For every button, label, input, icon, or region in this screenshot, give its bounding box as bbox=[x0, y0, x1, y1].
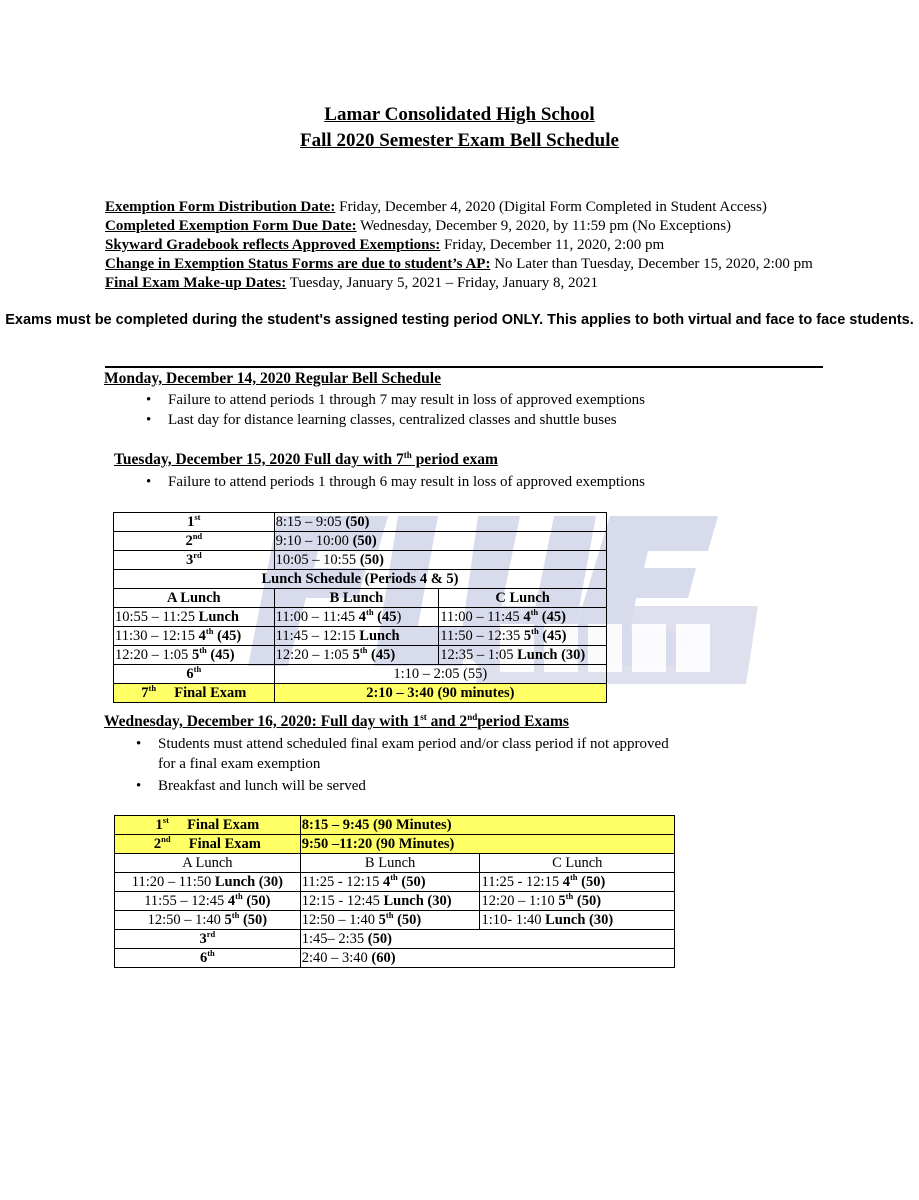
lunch-cell: 10:55 – 11:25 Lunch bbox=[114, 608, 275, 627]
schedule-title: Fall 2020 Semester Exam Bell Schedule bbox=[300, 130, 619, 151]
final-exam-cell: 1st Final Exam bbox=[115, 816, 301, 835]
heading-sup: th bbox=[403, 450, 412, 460]
final-exam-cell: 7th Final Exam bbox=[114, 684, 275, 703]
monday-heading: Monday, December 14, 2020 Regular Bell Schedule bbox=[104, 370, 441, 387]
table-row bbox=[115, 835, 675, 854]
table-row bbox=[114, 513, 607, 532]
info-label: Change in Exemption Status Forms are due to student’s AP: bbox=[105, 256, 491, 272]
period-cell: 3rd bbox=[115, 930, 301, 949]
info-line-distribution bbox=[105, 199, 767, 216]
heading-sup: st bbox=[420, 712, 427, 722]
lunch-cell: 1:10- 1:40 Lunch (30) bbox=[480, 911, 675, 930]
list-item: • Failure to attend periods 1 through 6 may result in loss of approved exemptions bbox=[138, 472, 645, 492]
table-row bbox=[114, 627, 607, 646]
period-cell: 3rd bbox=[114, 551, 275, 570]
info-line-makeup bbox=[105, 275, 598, 292]
list-item: • Last day for distance learning classes, centralized classes and shuttle buses bbox=[138, 410, 645, 430]
a-lunch-header: A Lunch bbox=[114, 589, 275, 608]
lunch-cell: 12:20 – 1:05 5th (45) bbox=[114, 646, 275, 665]
period-cell: 2nd bbox=[114, 532, 275, 551]
c-lunch-header: C Lunch bbox=[439, 589, 607, 608]
lunch-cell: 12:20 – 1:10 5th (50) bbox=[480, 892, 675, 911]
school-title: Lamar Consolidated High School bbox=[324, 104, 595, 125]
wednesday-heading bbox=[104, 712, 569, 731]
info-line-status-change bbox=[105, 256, 813, 273]
info-line-gradebook bbox=[105, 237, 664, 254]
tuesday-heading bbox=[114, 450, 498, 469]
exam-notice: Exams must be completed during the student's assigned testing period ONLY. This applies to both virtual and face to face students. bbox=[5, 312, 914, 328]
tuesday-schedule-table bbox=[113, 512, 607, 703]
final-exam-cell: 2nd Final Exam bbox=[115, 835, 301, 854]
table-row bbox=[115, 892, 675, 911]
b-lunch-header: B Lunch bbox=[274, 589, 439, 608]
info-value: No Later than Tuesday, December 15, 2020, 2:00 pm bbox=[490, 256, 813, 272]
time-cell: 10:05 – 10:55 (50) bbox=[274, 551, 606, 570]
table-row bbox=[114, 532, 607, 551]
lunch-cell: 11:25 - 12:15 4th (50) bbox=[480, 873, 675, 892]
lunch-cell: 11:30 – 12:15 4th (45) bbox=[114, 627, 275, 646]
time-cell: 2:40 – 3:40 (60) bbox=[300, 949, 674, 968]
wednesday-bullets bbox=[128, 734, 688, 796]
info-value: Friday, December 11, 2020, 2:00 pm bbox=[440, 237, 665, 253]
info-value: Wednesday, December 9, 2020, by 11:59 pm (No Exceptions) bbox=[356, 218, 732, 234]
info-line-due-date bbox=[105, 218, 731, 235]
info-label: Completed Exemption Form Due Date: bbox=[105, 218, 357, 234]
final-exam-time-cell: 8:15 – 9:45 (90 Minutes) bbox=[300, 816, 674, 835]
info-label: Final Exam Make-up Dates: bbox=[105, 275, 287, 291]
heading-text: Tuesday, December 15, 2020 Full day with 7 bbox=[114, 451, 404, 469]
lunch-cell: 11:55 – 12:45 4th (50) bbox=[115, 892, 301, 911]
heading-text: and 2 bbox=[426, 713, 468, 731]
tuesday-bullets bbox=[138, 472, 645, 492]
info-label: Skyward Gradebook reflects Approved Exemptions: bbox=[105, 237, 441, 253]
heading-text: period Exams bbox=[477, 713, 569, 731]
table-row bbox=[114, 665, 607, 684]
monday-bullets bbox=[138, 390, 645, 430]
info-label: Exemption Form Distribution Date: bbox=[105, 199, 336, 215]
lunch-cell: 11:45 – 12:15 Lunch bbox=[274, 627, 439, 646]
final-exam-time-cell: 2:10 – 3:40 (90 minutes) bbox=[274, 684, 606, 703]
table-row bbox=[115, 873, 675, 892]
lunch-cell: 12:20 – 1:05 5th (45) bbox=[274, 646, 439, 665]
period-cell: 6th bbox=[114, 665, 275, 684]
time-cell: 1:45– 2:35 (50) bbox=[300, 930, 674, 949]
list-item: • Failure to attend periods 1 through 7 may result in loss of approved exemptions bbox=[138, 390, 645, 410]
lunch-cell: 12:50 – 1:40 5th (50) bbox=[300, 911, 480, 930]
heading-sup: nd bbox=[467, 712, 478, 722]
time-cell: 9:10 – 10:00 (50) bbox=[274, 532, 606, 551]
table-row bbox=[114, 570, 607, 589]
table-row bbox=[114, 589, 607, 608]
table-row bbox=[115, 911, 675, 930]
lunch-cell: 12:50 – 1:40 5th (50) bbox=[115, 911, 301, 930]
b-lunch-header: B Lunch bbox=[300, 854, 480, 873]
period-cell: 6th bbox=[115, 949, 301, 968]
lunch-cell: 11:20 – 11:50 Lunch (30) bbox=[115, 873, 301, 892]
info-value: Friday, December 4, 2020 (Digital Form Completed in Student Access) bbox=[335, 199, 767, 215]
table-row bbox=[114, 551, 607, 570]
table-row bbox=[115, 854, 675, 873]
lunch-cell: 11:00 – 11:45 4th (45) bbox=[274, 608, 439, 627]
table-row bbox=[115, 949, 675, 968]
lunch-cell: 11:00 – 11:45 4th (45) bbox=[439, 608, 607, 627]
final-exam-time-cell: 9:50 –11:20 (90 Minutes) bbox=[300, 835, 674, 854]
period-cell: 1st bbox=[114, 513, 275, 532]
lunch-cell: 12:15 - 12:45 Lunch (30) bbox=[300, 892, 480, 911]
lunch-cell: 11:25 - 12:15 4th (50) bbox=[300, 873, 480, 892]
a-lunch-header: A Lunch bbox=[115, 854, 301, 873]
divider bbox=[105, 366, 823, 368]
info-value: Tuesday, January 5, 2021 – Friday, January 8, 2021 bbox=[286, 275, 599, 291]
list-item: • Students must attend scheduled final exam period and/or class period if not approved for a final exam exemption bbox=[128, 734, 688, 774]
table-row bbox=[115, 816, 675, 835]
table-row bbox=[114, 646, 607, 665]
time-cell: 8:15 – 9:05 (50) bbox=[274, 513, 606, 532]
c-lunch-header: C Lunch bbox=[480, 854, 675, 873]
table-row bbox=[115, 930, 675, 949]
heading-text: period exam bbox=[411, 451, 498, 469]
table-row bbox=[114, 608, 607, 627]
lunch-schedule-header: Lunch Schedule (Periods 4 & 5) bbox=[114, 570, 607, 589]
time-cell: 1:10 – 2:05 (55) bbox=[274, 665, 606, 684]
wednesday-schedule-table bbox=[114, 815, 675, 968]
lunch-cell: 12:35 – 1:05 Lunch (30) bbox=[439, 646, 607, 665]
lunch-cell: 11:50 – 12:35 5th (45) bbox=[439, 627, 607, 646]
heading-text: Wednesday, December 16, 2020: Full day with 1 bbox=[104, 713, 421, 731]
list-item: • Breakfast and lunch will be served bbox=[128, 776, 688, 796]
table-row bbox=[114, 684, 607, 703]
